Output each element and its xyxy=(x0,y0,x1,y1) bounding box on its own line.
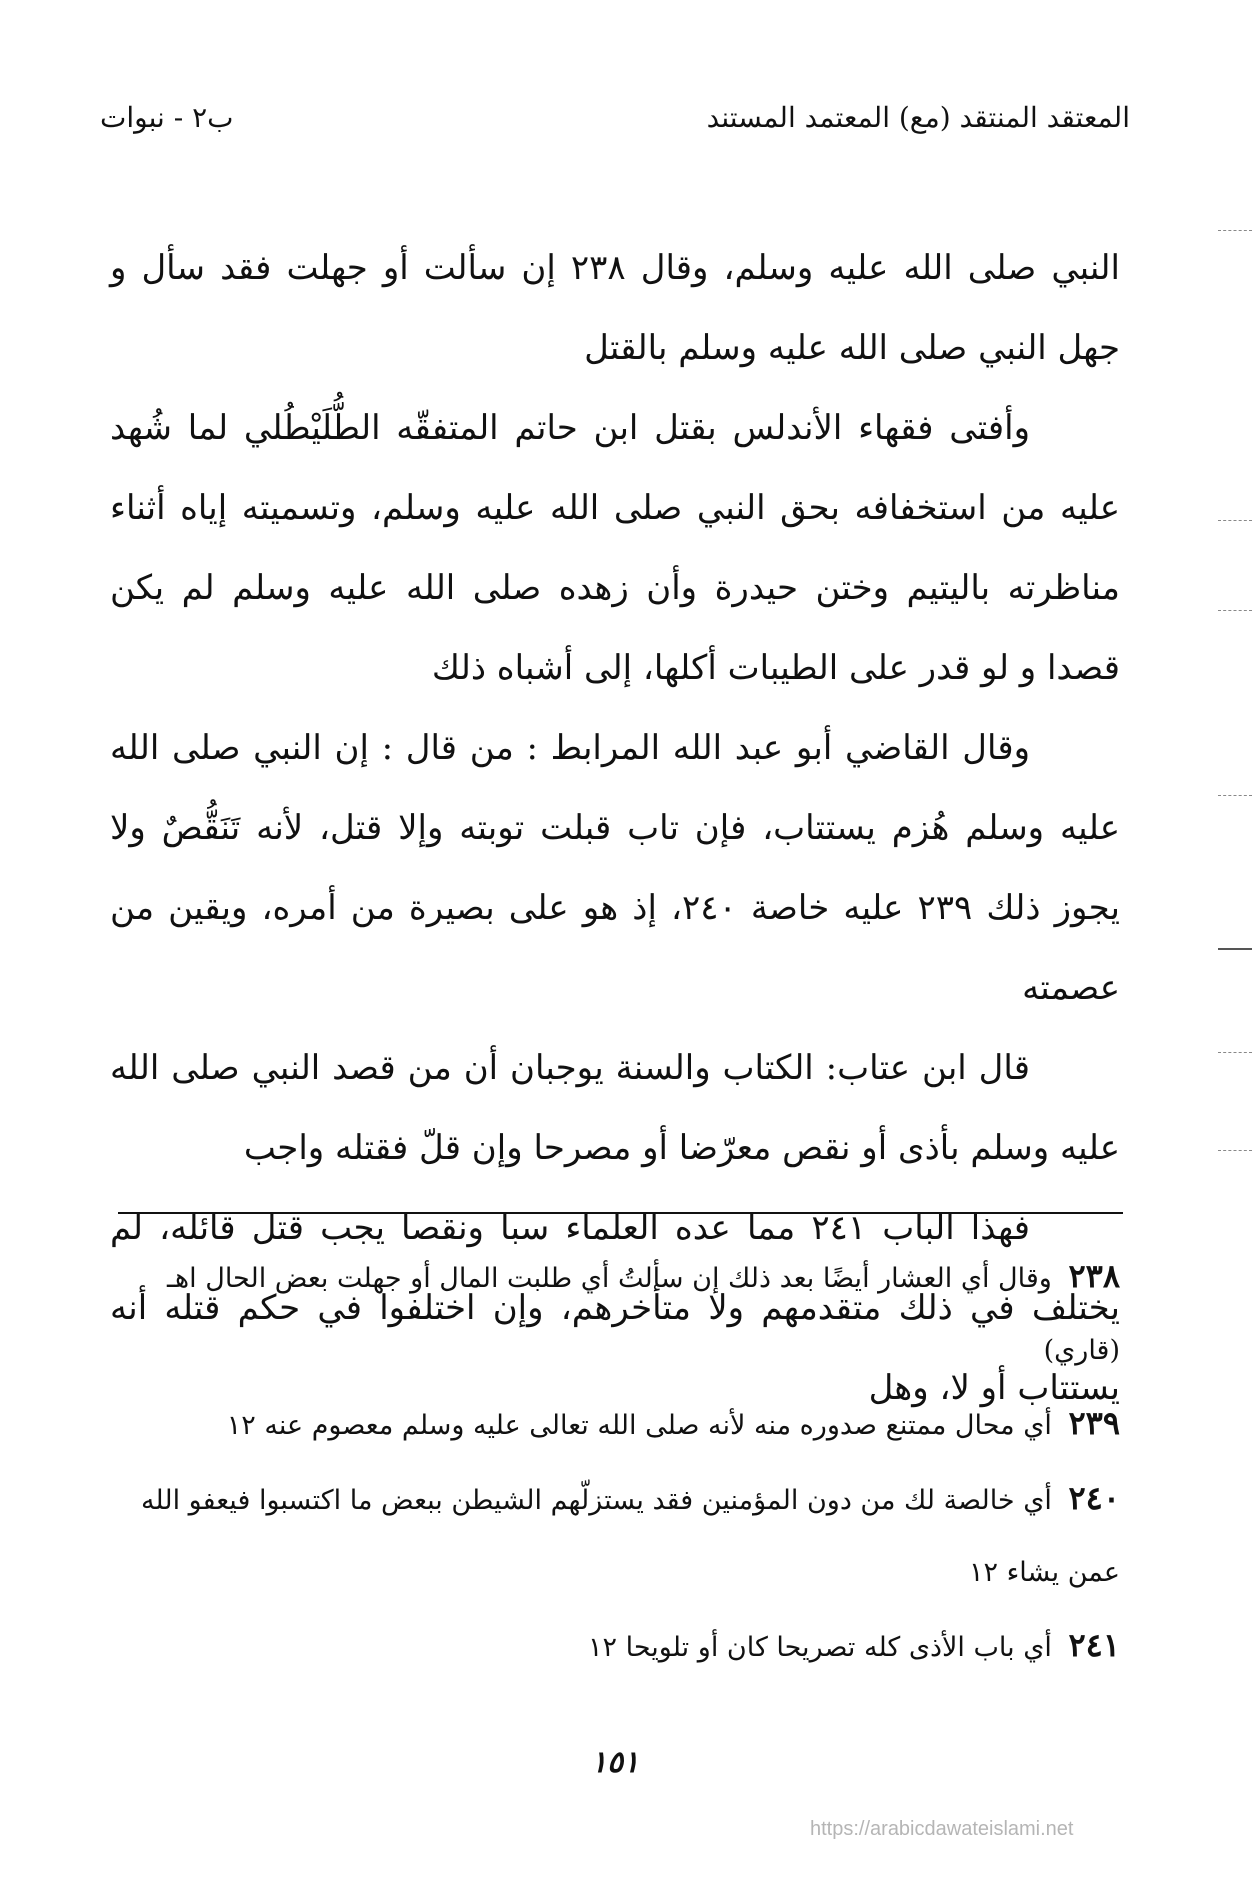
footnote xyxy=(110,1609,1120,1684)
margin-mark xyxy=(1218,795,1252,796)
header-chapter-title: ب٢ - نبوات xyxy=(100,100,234,134)
margin-mark xyxy=(1218,610,1252,611)
paragraph: قال ابن عتاب: الكتاب والسنة يوجبان أن من قصد النبي صلى الله عليه وسلم بأذى أو نقص معرّضا أو مصرحا وإن قلّ فقتله واجب xyxy=(110,1048,1120,1168)
footnote xyxy=(110,1462,1120,1609)
footnote-text: أي خالصة لك من دون المؤمنين فقد يستزلّهم الشيطن ببعض ما اكتسبوا فيعفو الله عمن يشاء ١٢ xyxy=(140,1485,1120,1588)
footnote-number: ٢٣٨ xyxy=(1068,1257,1120,1295)
paragraph: وأفتى فقهاء الأندلس بقتل ابن حاتم المتفقّه الطُّلَيْطُلي لما شُهد عليه من استخفافه بحق النبي صلى الله عليه وسلم، وتسميته إياه أثناء مناظرته باليتيم وختن حيدرة وأن زهده صلى الله عليه وسلم لم يكن قصدا و لو قدر على الطيبات أكلها، إلى أشباه ذلك xyxy=(110,408,1120,688)
footnotes xyxy=(110,1240,1120,1684)
footnote xyxy=(110,1387,1120,1462)
footnote-number: ٢٤٠ xyxy=(1068,1479,1120,1517)
page-header xyxy=(100,92,1130,142)
header-book-title: المعتقد المنتقد (مع) المعتمد المستند xyxy=(706,100,1130,134)
footnote-text: وقال أي العشار أيضًا بعد ذلك إن سألتُ أي طلبت المال أو جهلت بعض الحال اهـ (قاري) xyxy=(166,1263,1120,1366)
footnote-text: أي باب الأذى كله تصريحا كان أو تلويحا ١٢ xyxy=(588,1632,1052,1663)
paragraph: فهذا الباب ٢٤١ مما عده العلماء سبا ونقصا يجب قتل قائله، لم يختلف في ذلك متقدمهم ولا متأخرهم، وإن اختلفوا في حكم قتله أنه يستتاب أو لا، وهل xyxy=(110,1208,1120,1408)
watermark-url: https://arabicdawateislami.net xyxy=(810,1818,1074,1840)
margin-mark xyxy=(1218,520,1252,521)
margin-mark xyxy=(1218,1052,1252,1053)
margin-mark xyxy=(1218,1150,1252,1151)
page-number: ١٥١ xyxy=(590,1745,640,1780)
footnote-text: أي محال ممتنع صدوره منه لأنه صلى الله تعالى عليه وسلم معصوم عنه ١٢ xyxy=(226,1410,1052,1441)
margin-mark xyxy=(1218,948,1252,950)
paragraph: وقال القاضي أبو عبد الله المرابط : من قال : إن النبي صلى الله عليه وسلم هُزم يستتاب، فإن تاب قبلت توبته وإلا قتل، لأنه تَنَقُّصٌ ولا يجوز ذلك ٢٣٩ عليه خاصة ٢٤٠، إذ هو على بصيرة من أمره، ويقين من عصمته xyxy=(110,728,1120,1008)
footnote xyxy=(110,1240,1120,1387)
footnote-number: ٢٤١ xyxy=(1068,1626,1120,1664)
footnote-number: ٢٣٩ xyxy=(1068,1404,1120,1442)
paragraph: النبي صلى الله عليه وسلم، وقال ٢٣٨ إن سألت أو جهلت فقد سأل و جهل النبي صلى الله عليه وسلم بالقتل xyxy=(110,248,1120,368)
margin-mark xyxy=(1218,230,1252,231)
footnote-separator xyxy=(118,1212,1123,1214)
